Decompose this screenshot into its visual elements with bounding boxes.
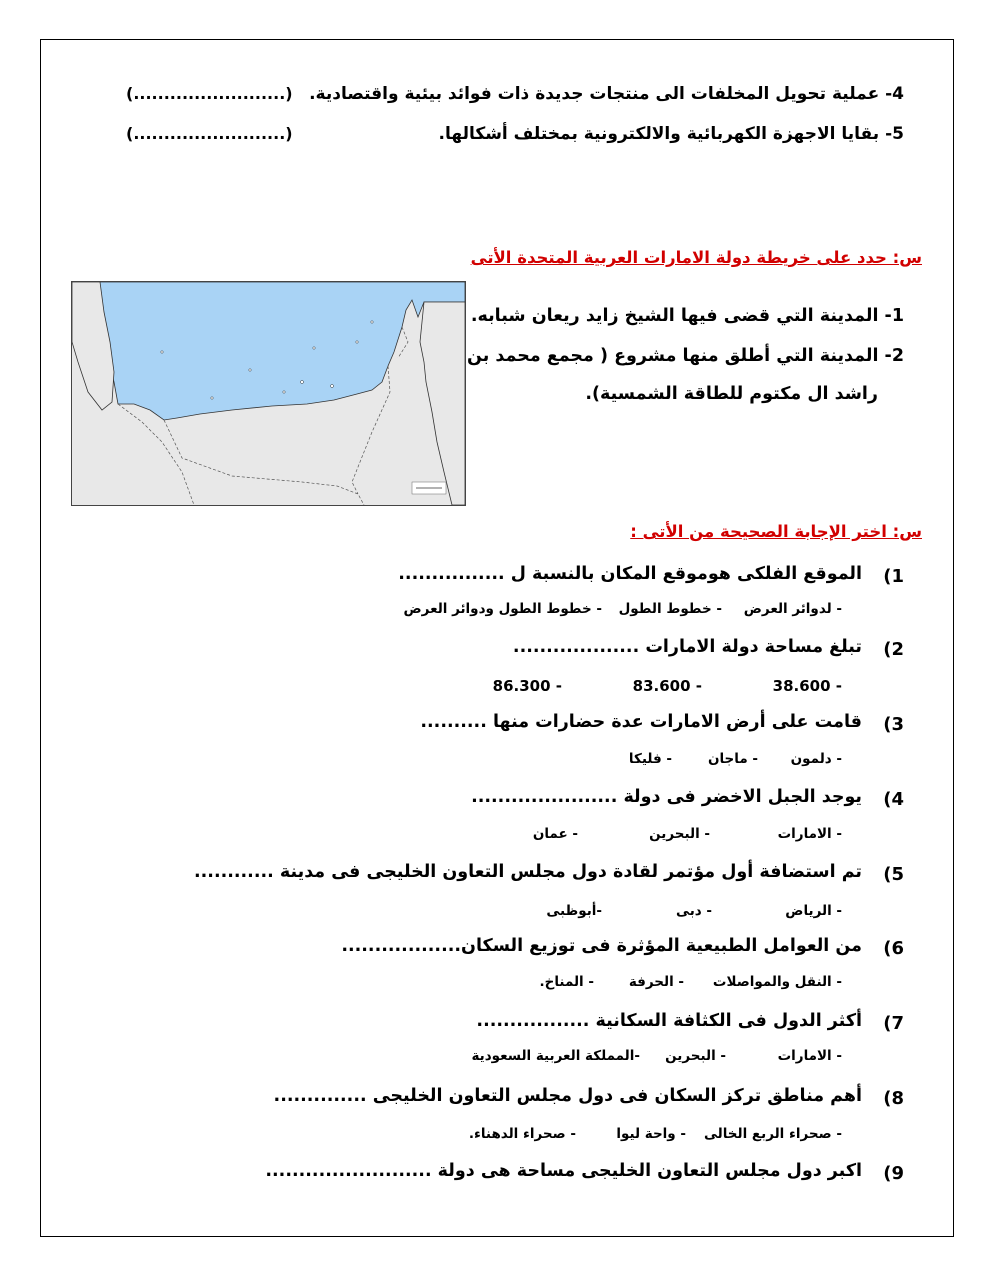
q1-text: الموقع الفلكى هوموقع المكان بالنسبة ل ................	[398, 564, 862, 584]
q9-text: اكبر دول مجلس التعاون الخليجى مساحة هى دولة .........................	[265, 1161, 862, 1181]
mcq-heading: س: اختر الإجابة الصحيحة من الأتى :	[630, 522, 922, 541]
q5-text: تم استضافة أول مؤتمر لقادة دول مجلس التعاون الخليجى فى مدينة ............	[194, 862, 862, 882]
q6-number: 6)	[883, 938, 904, 959]
q4-options	[533, 826, 842, 842]
q2-options	[493, 677, 842, 695]
q5-number: 5)	[883, 864, 904, 885]
uae-map	[71, 281, 466, 506]
q7-option-a[interactable]: - الامارات	[777, 1048, 842, 1064]
uae-map-drawing	[72, 282, 465, 505]
q7-options	[471, 1048, 842, 1064]
q4-number: 4)	[883, 789, 904, 810]
q8-number: 8)	[883, 1088, 904, 1109]
q6-option-c[interactable]: - المناخ.	[539, 974, 594, 990]
q8-options	[469, 1126, 842, 1142]
q6-options	[540, 974, 843, 990]
q5-option-a[interactable]: - الرياض	[785, 903, 842, 919]
q5-option-b[interactable]: - دبى	[676, 903, 712, 919]
q3-option-b[interactable]: - ماجان	[707, 751, 758, 767]
map-item-2-cont: راشد ال مكتوم للطاقة الشمسية).	[585, 384, 878, 404]
q2-option-a[interactable]: - 38.600	[772, 677, 842, 695]
q3-option-c[interactable]: - فليكا	[628, 751, 672, 767]
q1-number: 1)	[883, 566, 904, 587]
map-section-heading: س: حدد على خريطة دولة الامارات العربية المتحدة الأتى	[470, 248, 922, 267]
item-5-blank: (.........................)	[126, 124, 293, 143]
q1-option-a[interactable]: - لدوائر العرض	[743, 601, 842, 617]
q7-text: أكثر الدول فى الكثافة السكانية .................	[476, 1011, 862, 1031]
q2-text: تبلغ مساحة دولة الامارات ...................	[512, 637, 862, 657]
q6-option-a[interactable]: - النقل والمواصلات	[712, 974, 842, 990]
q7-number: 7)	[883, 1013, 904, 1034]
q5-option-c[interactable]: -أبوظبى	[546, 903, 602, 919]
item-4-blank: (.........................)	[126, 84, 293, 103]
q4-text: يوجد الجبل الاخضر فى دولة ......................	[471, 787, 862, 807]
q1-option-b[interactable]: - خطوط الطول	[618, 601, 722, 617]
q8-option-a[interactable]: - صحراء الربع الخالى	[703, 1126, 842, 1142]
q3-option-a[interactable]: - دلمون	[790, 751, 842, 767]
q2-option-c[interactable]: - 86.300	[492, 677, 562, 695]
q2-number: 2)	[883, 639, 904, 660]
q4-option-c[interactable]: - عمان	[532, 826, 578, 842]
item-5-text: 5- بقايا الاجهزة الكهربائية والالكترونية بمختلف أشكالها.	[438, 124, 904, 144]
q8-option-b[interactable]: - واحة ليوا	[616, 1126, 686, 1142]
q2-option-b[interactable]: - 83.600	[632, 677, 702, 695]
q9-number: 9)	[883, 1163, 904, 1184]
map-item-1: 1- المدينة التي قضى فيها الشيخ زايد ريعان شبابه.	[470, 306, 904, 326]
q4-option-b[interactable]: - البحرين	[649, 826, 710, 842]
q3-options	[629, 751, 842, 767]
map-item-2: 2- المدينة التي أطلق منها مشروع ( مجمع محمد بن	[466, 346, 904, 366]
q6-text: من العوامل الطبيعية المؤثرة فى توزيع السكان..................	[341, 936, 862, 956]
q6-option-b[interactable]: - الحرفة	[628, 974, 684, 990]
q1-options	[404, 601, 842, 617]
q5-options	[546, 903, 842, 919]
q8-text: أهم مناطق تركز السكان فى دول مجلس التعاون الخليجى ..............	[273, 1086, 862, 1106]
q7-option-c[interactable]: -المملكة العربية السعودية	[471, 1048, 640, 1064]
q3-number: 3)	[883, 714, 904, 735]
item-4-text: 4- عملية تحويل المخلفات الى منتجات جديدة ذات فوائد بيئية واقتصادية.	[309, 84, 904, 104]
q1-option-c[interactable]: - خطوط الطول ودوائر العرض	[403, 601, 602, 617]
q8-option-c[interactable]: - صحراء الدهناء.	[468, 1126, 576, 1142]
q3-text: قامت على أرض الامارات عدة حضارات منها ..........	[420, 712, 862, 732]
q4-option-a[interactable]: - الامارات	[777, 826, 842, 842]
q7-option-b[interactable]: - البحرين	[665, 1048, 726, 1064]
